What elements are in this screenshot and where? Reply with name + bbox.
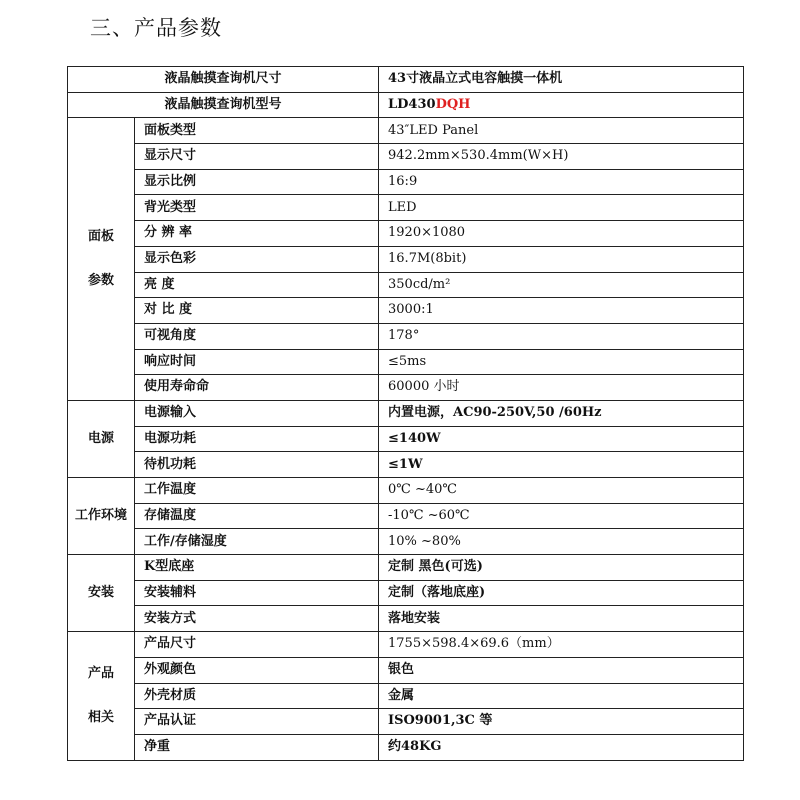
spec-label: 使用寿命命 — [135, 375, 379, 401]
table-row — [68, 349, 744, 375]
spec-table — [67, 66, 744, 761]
table-row — [68, 195, 744, 221]
spec-label: 亮 度 — [135, 272, 379, 298]
table-row — [68, 657, 744, 683]
spec-value: ≤1W — [379, 452, 744, 478]
spec-value: 银色 — [379, 657, 744, 683]
spec-value: 10% ~80% — [379, 529, 744, 555]
table-row — [68, 734, 744, 760]
spec-value: 1920×1080 — [379, 221, 744, 247]
spec-label: 面板类型 — [135, 118, 379, 144]
spec-value: 0℃ ~40℃ — [379, 478, 744, 504]
spec-label: 液晶触摸查询机尺寸 — [68, 67, 379, 93]
spec-label: 可视角度 — [135, 323, 379, 349]
table-row — [68, 529, 744, 555]
spec-label: 显示尺寸 — [135, 144, 379, 170]
table-row — [68, 683, 744, 709]
spec-label: 显示色彩 — [135, 246, 379, 272]
table-row — [68, 246, 744, 272]
spec-label: 安装方式 — [135, 606, 379, 632]
spec-label: 分 辨 率 — [135, 221, 379, 247]
table-row — [68, 503, 744, 529]
spec-label: 外观颜色 — [135, 657, 379, 683]
spec-value: ≤140W — [379, 426, 744, 452]
spec-value: 约48KG — [379, 734, 744, 760]
spec-label: 对 比 度 — [135, 298, 379, 324]
model-suffix: DQH — [435, 96, 471, 112]
spec-value: 43″LED Panel — [379, 118, 744, 144]
table-row — [68, 478, 744, 504]
table-row — [68, 709, 744, 735]
table-row — [68, 323, 744, 349]
spec-label: K型底座 — [135, 555, 379, 581]
table-row — [68, 452, 744, 478]
spec-value: 16.7M(8bit) — [379, 246, 744, 272]
spec-value: 金属 — [379, 683, 744, 709]
spec-label: 电源功耗 — [135, 426, 379, 452]
spec-value: 178° — [379, 323, 744, 349]
table-row — [68, 92, 744, 118]
spec-value: -10℃ ~60℃ — [379, 503, 744, 529]
spec-label: 净重 — [135, 734, 379, 760]
spec-value: ISO9001,3C 等 — [379, 709, 744, 735]
table-row — [68, 118, 744, 144]
spec-value: LED — [379, 195, 744, 221]
group-title-panel: 面板 参数 — [68, 118, 135, 401]
spec-label: 响应时间 — [135, 349, 379, 375]
spec-label: 外壳材质 — [135, 683, 379, 709]
table-row — [68, 555, 744, 581]
table-row — [68, 632, 744, 658]
spec-value: 定制 黑色(可选) — [379, 555, 744, 581]
spec-value: 43寸液晶立式电容触摸一体机 — [379, 67, 744, 93]
spec-label: 显示比例 — [135, 169, 379, 195]
spec-value: 内置电源，AC90-250V,50 /60Hz — [379, 400, 744, 426]
table-row — [68, 144, 744, 170]
spec-value: 定制（落地底座) — [379, 580, 744, 606]
spec-label: 液晶触摸查询机型号 — [68, 92, 379, 118]
table-row — [68, 169, 744, 195]
spec-value: 3000:1 — [379, 298, 744, 324]
table-row — [68, 221, 744, 247]
table-row — [68, 400, 744, 426]
spec-label: 背光类型 — [135, 195, 379, 221]
spec-value: 942.2mm×530.4mm(W×H) — [379, 144, 744, 170]
group-title-product: 产品 相关 — [68, 632, 135, 760]
spec-label: 待机功耗 — [135, 452, 379, 478]
spec-value: 落地安装 — [379, 606, 744, 632]
spec-value: 16:9 — [379, 169, 744, 195]
model-prefix: LD430 — [388, 96, 436, 112]
group-title-environment: 工作环境 — [68, 478, 135, 555]
table-row — [68, 272, 744, 298]
spec-label: 存储温度 — [135, 503, 379, 529]
table-row — [68, 298, 744, 324]
spec-label: 产品认证 — [135, 709, 379, 735]
spec-value: ≤5ms — [379, 349, 744, 375]
spec-label: 产品尺寸 — [135, 632, 379, 658]
table-row — [68, 67, 744, 93]
spec-value: 350cd/m² — [379, 272, 744, 298]
spec-label: 工作/存储湿度 — [135, 529, 379, 555]
table-row — [68, 606, 744, 632]
table-row — [68, 426, 744, 452]
table-row — [68, 580, 744, 606]
spec-value — [379, 92, 744, 118]
table-row — [68, 375, 744, 401]
spec-label: 安装辅料 — [135, 580, 379, 606]
spec-label: 电源输入 — [135, 400, 379, 426]
spec-value: 60000 小时 — [379, 375, 744, 401]
section-heading: 三、产品参数 — [90, 16, 222, 40]
spec-label: 工作温度 — [135, 478, 379, 504]
group-title-power: 电源 — [68, 400, 135, 477]
group-title-installation: 安装 — [68, 555, 135, 632]
spec-value: 1755×598.4×69.6（mm） — [379, 632, 744, 658]
